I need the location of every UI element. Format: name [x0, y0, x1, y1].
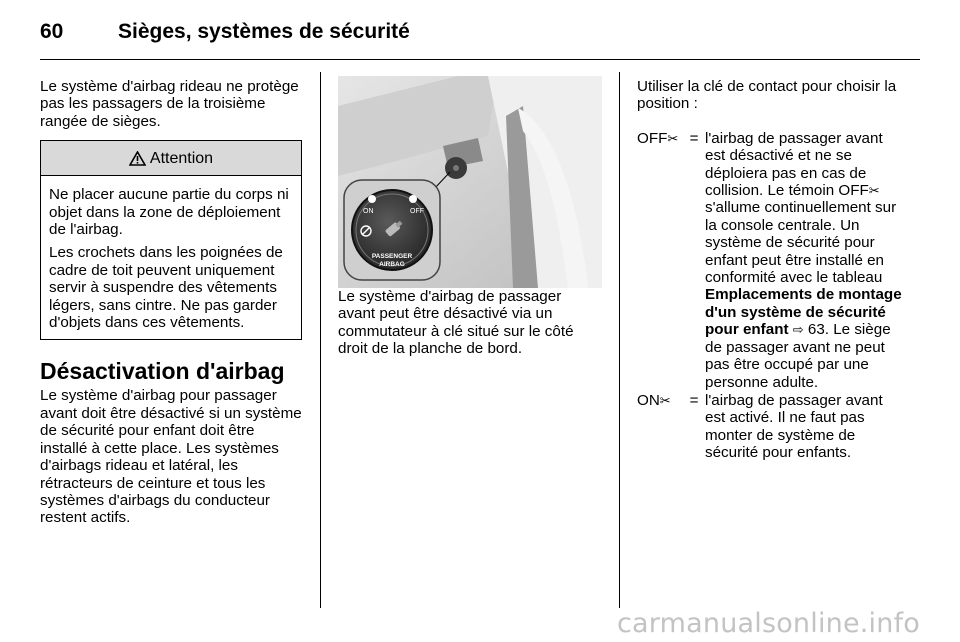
airbag-off-indicator-icon: ✂	[868, 183, 880, 199]
dashboard-side-illustration	[338, 76, 602, 288]
column-1	[40, 78, 302, 527]
equals-sign: =	[689, 391, 699, 409]
column-divider-2	[619, 72, 620, 608]
airbag-on-icon: ✂	[659, 392, 671, 408]
header-rule	[40, 59, 920, 60]
attention-label: Attention	[149, 149, 214, 167]
switch-label-airbag: AIRBAG	[379, 261, 405, 268]
page-number: 60	[40, 20, 64, 43]
term-on-label: ON	[637, 391, 660, 409]
list-item-off	[637, 130, 902, 391]
warning-triangle-icon	[129, 151, 146, 166]
section-heading: Désactivation d'airbag	[40, 358, 285, 385]
column-3	[637, 78, 902, 462]
figure-caption: Le système d'airbag de passager avant peut être désactivé via un commutateur à clé situé sur le côté droit de la planche de bord.	[338, 288, 574, 358]
equals-sign: =	[689, 129, 699, 147]
page-title: Sièges, systèmes de sécurité	[118, 20, 410, 43]
section-body: Le système d'airbag pour passager avant doit être désactivé si un système de sécurité pour enfant doit être installé à cette place. Les systèmes d'airbags rideau et latéral, les rétracteurs de ceinture et tous les systèmes d'airbags du conducteur restent actifs.	[40, 387, 302, 527]
position-list	[637, 130, 902, 462]
switch-label-passenger: PASSENGER	[371, 253, 413, 260]
list-item-on	[637, 392, 902, 462]
term-off	[637, 130, 683, 391]
airbag-off-icon: ✂	[667, 130, 679, 146]
column-divider-1	[320, 72, 321, 608]
watermark: carmanualsonline.info	[617, 608, 920, 639]
attention-box	[40, 140, 302, 340]
column-2	[338, 76, 602, 358]
intro-paragraph: Le système d'airbag rideau ne protège pas les passagers de la troisième rangée de sièges.	[40, 78, 299, 130]
cross-reference-link[interactable]: Emplacements de montage d'un système de sécurité pour enfant	[705, 286, 902, 339]
attention-paragraph-1: Ne placer aucune partie du corps ni objet dans la zone de déploiement de l'airbag.	[49, 186, 289, 239]
attention-paragraph-2: Les crochets dans les poignées de cadre de toit peuvent uniquement servir à suspendre des vêtements légers, sans cintre. Ne pas garder d'objets dans ces vêtements.	[49, 244, 283, 332]
switch-on-label: ON	[363, 208, 374, 215]
airbag-off-icon	[409, 195, 417, 203]
attention-body	[41, 176, 301, 339]
switch-off-label: OFF	[410, 208, 424, 215]
description-off-part-1: l'airbag de passager avant est désactivé et ne se déploiera pas en cas de collision. Le témoin OFF	[705, 129, 883, 200]
airbag-on-icon	[368, 195, 376, 203]
term-off-label: OFF	[637, 129, 668, 147]
description-off-part-2: s'allume continuellement sur la console centrale. Un système de sécurité pour enfant peut être installé en conformité avec le tableau	[705, 199, 897, 287]
airbag-switch-figure	[338, 76, 602, 288]
term-on	[637, 392, 683, 462]
description-off-part-3: 63. Le siège de passager avant ne peut pas être occupé par une personne adulte.	[705, 321, 891, 391]
description-on: l'airbag de passager avant est activé. Il ne faut pas monter de système de sécurité pour enfants.	[705, 391, 883, 462]
attention-header	[41, 141, 301, 176]
position-intro: Utiliser la clé de contact pour choisir la position :	[637, 78, 897, 113]
reference-arrow-icon: ⇨	[792, 322, 804, 338]
description-off	[705, 130, 902, 391]
